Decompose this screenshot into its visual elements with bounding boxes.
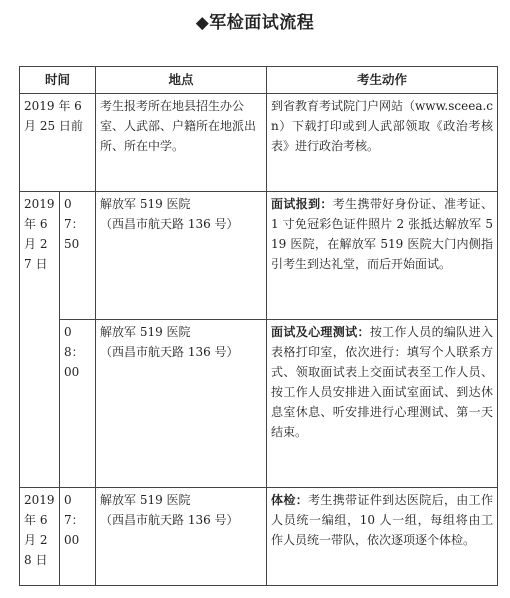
table-row <box>20 94 498 192</box>
header-action: 考生动作 <box>267 67 498 94</box>
table-row <box>20 320 498 488</box>
header-location: 地点 <box>96 67 267 94</box>
day28-action <box>267 488 498 586</box>
location-address: （西昌市航天路 136 号） <box>100 345 239 359</box>
day27-date: 2019 年 6 月 27 日 <box>20 192 60 488</box>
day27-time-a: 07：50 <box>60 192 96 320</box>
location-address: （西昌市航天路 136 号） <box>100 217 239 231</box>
row1-action: 到省教育考试院门户网站（www.sceea.cn）下载打印或到人武部领取《政治考核表》进行政治考核。 <box>267 94 498 192</box>
location-name: 解放军 519 医院 <box>100 197 191 211</box>
action-label: 面试及心理测试： <box>271 325 370 339</box>
action-label: 面试报到： <box>271 197 333 211</box>
row1-date: 2019 年 6 月 25 日前 <box>20 94 96 192</box>
table-row <box>20 192 498 320</box>
action-label: 体检： <box>271 493 309 507</box>
table-row <box>20 488 498 586</box>
day27-location-a <box>96 192 267 320</box>
action-text: 考生携带证件到达医院后，由工作人员统一编组，10 人一组，每组将由工作人员统一带队，依次逐项逐个体检。 <box>271 493 494 547</box>
day27-action-b <box>267 320 498 488</box>
header-time: 时间 <box>20 67 96 94</box>
location-name: 解放军 519 医院 <box>100 325 191 339</box>
day27-location-b <box>96 320 267 488</box>
interview-process-table <box>19 66 498 586</box>
action-text: 按工作人员的编队进入表格打印室，依次进行：填写个人联系方式、领取面试表上交面试表至工作人员、按工作人员安排进入面试室面试、到达休息室休息、听安排进行心理测试、第一天结束。 <box>271 325 494 439</box>
page-title: ◆军检面试流程 <box>195 13 315 33</box>
day28-date: 2019 年 6 月 28 日 <box>20 488 60 586</box>
action-text: 考生携带好身份证、准考证、1 寸免冠彩色证件照片 2 张抵达解放军 519 医院，在解放军 519 医院大门内侧指引考生到达礼堂，而后开始面试。 <box>271 197 494 271</box>
day27-action-a <box>267 192 498 320</box>
location-address: （西昌市航天路 136 号） <box>100 513 239 527</box>
day27-time-b: 08：00 <box>60 320 96 488</box>
location-name: 解放军 519 医院 <box>100 493 191 507</box>
row1-location: 考生报考所在地县招生办公室、人武部、户籍所在地派出所、所在中学。 <box>96 94 267 192</box>
day28-location <box>96 488 267 586</box>
day28-time: 07：00 <box>60 488 96 586</box>
table-header-row <box>20 67 498 94</box>
